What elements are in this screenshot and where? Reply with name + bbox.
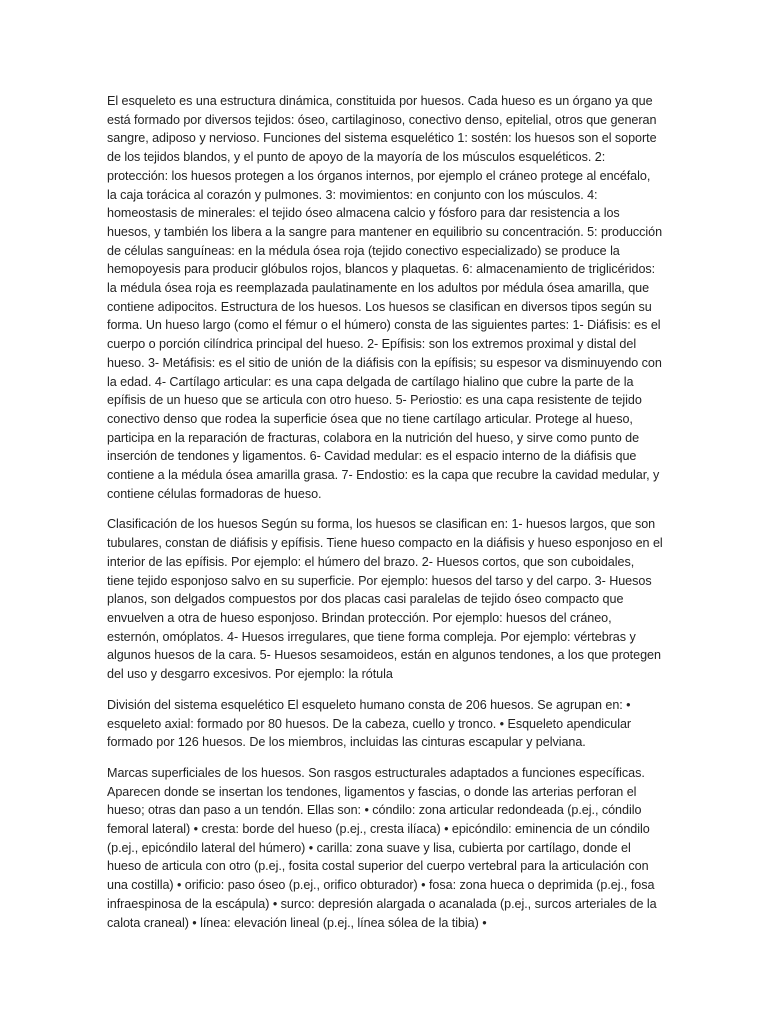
paragraph-surface-markings: Marcas superficiales de los huesos. Son rasgos estructurales adaptados a funciones específicas. Aparecen donde se insertan los tendones, ligamentos y fascias, o donde las arterias perforan el hueso; otras dan paso a un tendón. Ellas son: • cóndilo: zona articular redondeada (p.ej., cóndilo femoral lateral) • cresta: borde del hueso (p.ej., cresta ilíaca) • epicóndilo: eminencia de un cóndilo (p.ej., epicóndilo lateral del húmero) • carilla: zona suave y lisa, cubierta por cartílago, donde el hueso de articula con otro (p.ej., fosita costal superior del cuerpo vertebral para la articulación con una costilla) • orificio: paso óseo (p.ej., orifico obturador) • fosa: zona hueca o deprimida (p.ej., fosa infraespinosa de la escápula) • surco: depresión alargada o acanalada (p.ej., surcos arteriales de la calota craneal) • línea: elevación lineal (p.ej., línea sólea de la tibia) • [107, 765, 657, 930]
paragraph-bone-classification: Clasificación de los huesos Según su forma, los huesos se clasifican en: 1- huesos largos, que son tubulares, constan de diáfisis y epífisis. Tiene hueso compacto en la diáfisis y hueso esponjoso en el interior de las epífisis. Por ejemplo: el húmero del brazo. 2- Huesos cortos, que son cuboidales, tiene tejido esponjoso salvo en su superficie. Por ejemplo: huesos del tarso y del carpo. 3- Huesos planos, son delgados compuestos por dos placas casi paralelas de tejido óseo compacto que envuelven a otra de hueso esponjoso. Brindan protección. Por ejemplo: huesos del cráneo, esternón, omóplatos. 4- Huesos irregulares, que tiene forma compleja. Por ejemplo: vértebras y algunos huesos de la cara. 5- Huesos sesamoideos, están en algunos tendones, a los que protegen del uso y desgarro excesivos. Por ejemplo: la rótula [107, 517, 663, 682]
paragraph-skeletal-division: División del sistema esquelético El esqueleto humano consta de 206 huesos. Se agrupan en: • esqueleto axial: formado por 80 huesos. De la cabeza, cuello y tronco. • Esqueleto apendicular formado por 126 huesos. De los miembros, incluidas las cinturas escapular y pelviana. [107, 697, 632, 750]
paragraph-skeleton-functions-structure: El esqueleto es una estructura dinámica, constituida por huesos. Cada hueso es un órgano ya que está formado por diversos tejidos: óseo, cartilaginoso, conectivo denso, epitelial, otros que generan sangre, adiposo y nervioso. Funciones del sistema esquelético 1: sostén: los huesos son el soporte de los tejidos blandos, y el punto de apoyo de la mayoría de los músculos esqueléticos. 2: protección: los huesos protegen a los órganos internos, por ejemplo el cráneo protege al encéfalo, la caja torácica al corazón y pulmones. 3: movimientos: en conjunto con los músculos. 4: homeostasis de minerales: el tejido óseo almacena calcio y fósforo para dar resistencia a los huesos, y también los libera a la sangre para mantener en equilibrio su concentración. 5: producción de células sanguíneas: en la médula ósea roja (tejido conectivo especializado) se produce la hemopoyesis para producir glóbulos rojos, blancos y plaquetas. 6: almacenamiento de triglicéridos: la médula ósea roja es reemplazada paulatinamente en los adultos por médula ósea amarilla, que contiene adipocitos. Estructura de los huesos. Los huesos se clasifican en diversos tipos según su forma. Un hueso largo (como el fémur o el húmero) consta de las siguientes partes: 1- Diáfisis: es el cuerpo o porción cilíndrica principal del hueso. 2- Epífisis: son los extremos proximal y distal del hueso. 3- Metáfisis: es el sitio de unión de la diáfisis con la epífisis; su espesor va disminuyendo con la edad. 4- Cartílago articular: es una capa delgada de cartílago hialino que cubre la parte de la epífisis de un hueso que se articula con otro hueso. 5- Periostio: es una capa resistente de tejido conectivo denso que rodea la superficie ósea que no tiene cartílago articular. Protege al hueso, participa en la reparación de fracturas, colabora en la nutrición del hueso, y sirve como punto de inserción de tendones y ligamentos. 6- Cavidad medular: es el espacio interno de la diáfisis que contiene a la médula ósea amarilla grasa. 7- Endostio: es la capa que recubre la cavidad medular, y contiene células formadoras de hueso. [107, 94, 663, 501]
document-body [107, 92, 663, 944]
